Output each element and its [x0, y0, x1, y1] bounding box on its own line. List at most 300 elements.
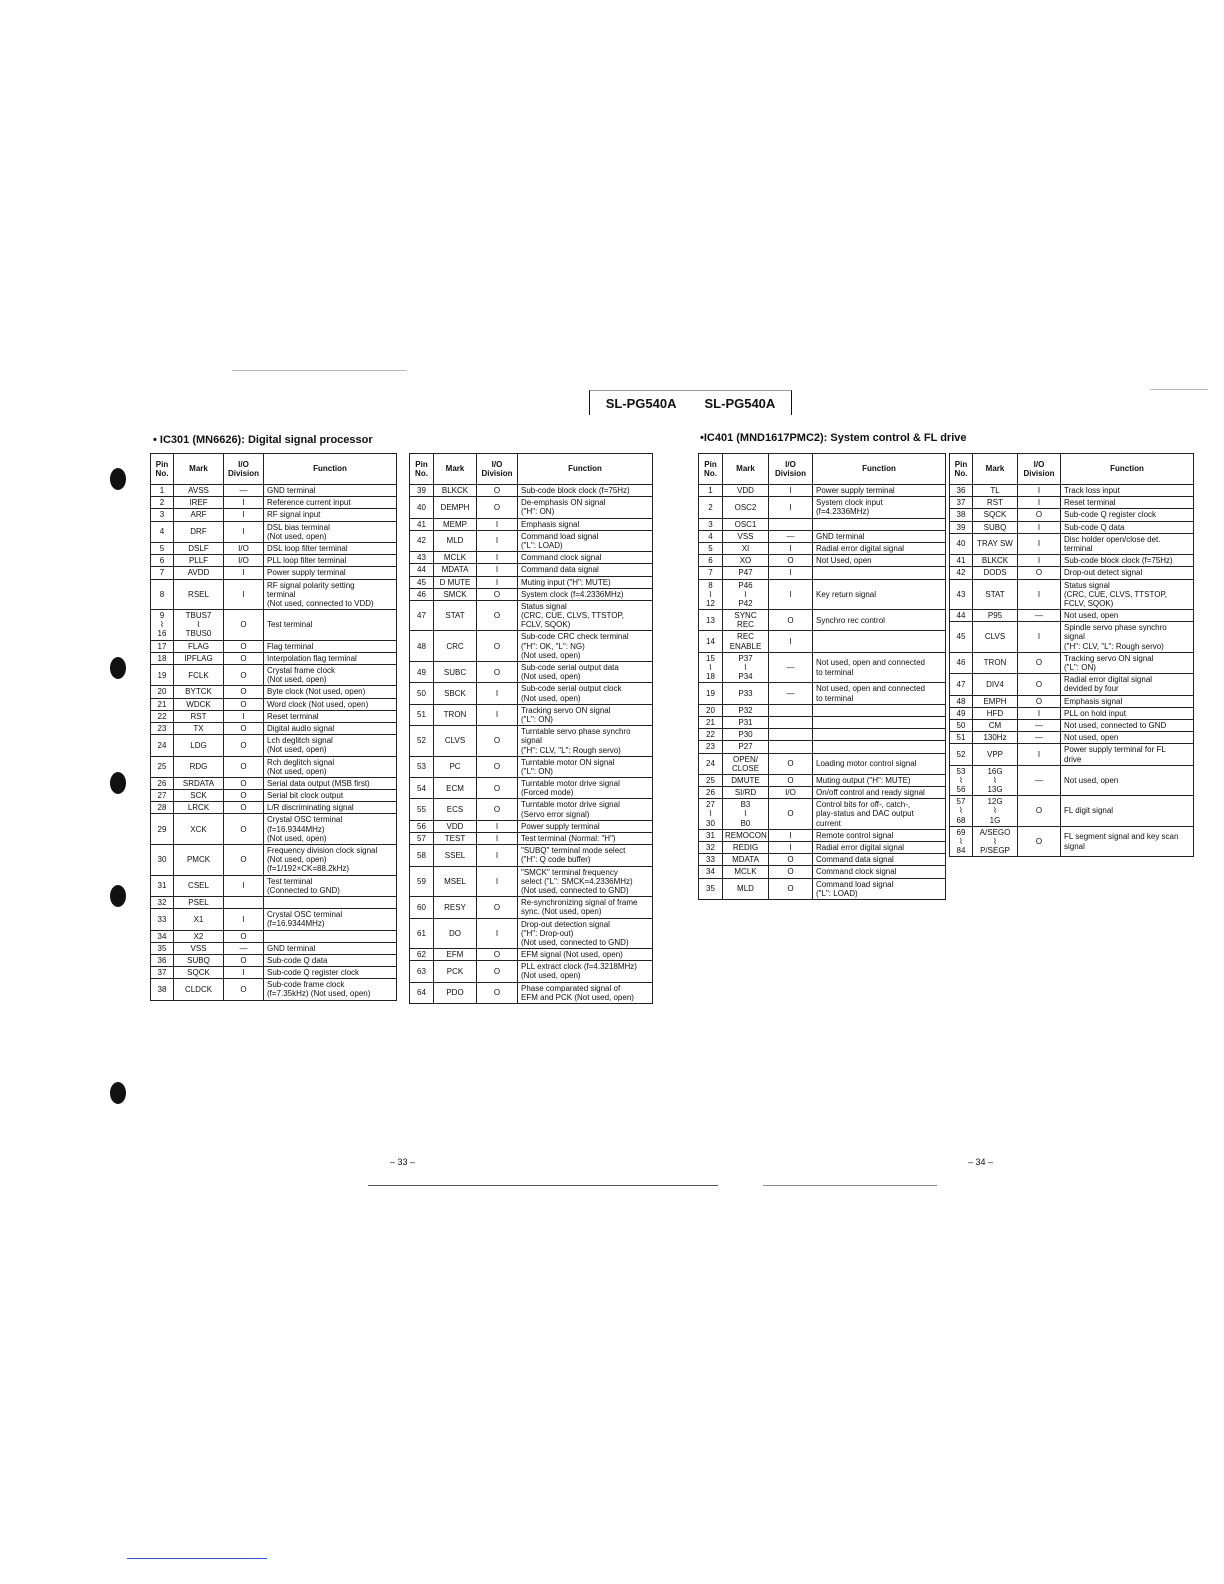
- table-row: [410, 588, 653, 600]
- function-cell: Turntable motor drive signal (Servo error signal): [518, 799, 653, 820]
- col-mark-header: Mark: [434, 454, 477, 485]
- io-division-cell: I: [477, 576, 518, 588]
- pin-number-cell: 54: [410, 778, 434, 799]
- pin-number-cell: 33: [151, 909, 174, 930]
- table-row: [950, 765, 1194, 796]
- page-number-left: – 33 –: [390, 1157, 416, 1167]
- table-row: [151, 710, 397, 722]
- col-io-header: I/O Division: [769, 454, 813, 485]
- mark-cell: WDCK: [174, 698, 224, 710]
- binder-hole: [110, 1082, 126, 1104]
- mark-cell: 12G ⌇ 1G: [973, 796, 1018, 827]
- col-function-header: Function: [264, 454, 397, 485]
- function-cell: Radial error digital signal devided by four: [1061, 674, 1194, 695]
- io-division-cell: O: [224, 814, 264, 845]
- pin-number-cell: 36: [151, 954, 174, 966]
- function-cell: Crystal frame clock (Not used, open): [264, 665, 397, 686]
- mark-cell: TEST: [434, 833, 477, 845]
- io-division-cell: O: [1018, 796, 1061, 827]
- io-division-cell: O: [769, 878, 813, 899]
- function-cell: Flag terminal: [264, 640, 397, 652]
- pin-number-cell: 44: [950, 610, 973, 622]
- pin-number-cell: 48: [410, 631, 434, 662]
- table-row: [950, 732, 1194, 744]
- io-division-cell: I: [477, 683, 518, 704]
- table-row: [699, 704, 946, 716]
- function-cell: Sub-code frame clock (f=7.35kHz) (Not used, open): [264, 979, 397, 1000]
- table-row: [699, 530, 946, 542]
- col-pin-header: Pin No.: [151, 454, 174, 485]
- function-cell: [264, 896, 397, 908]
- ic401-pin-table-2: [949, 453, 1194, 857]
- io-division-cell: O: [769, 774, 813, 786]
- table-row: [950, 695, 1194, 707]
- pin-number-cell: 14: [699, 631, 723, 652]
- function-cell: Track loss input: [1061, 485, 1194, 497]
- table-row: [151, 542, 397, 554]
- function-cell: Drop-out detection signal ("H": Drop-out) (Not used, connected to GND): [518, 918, 653, 949]
- function-cell: Muting input ("H": MUTE): [518, 576, 653, 588]
- io-division-cell: O: [769, 866, 813, 878]
- mark-cell: EFM: [434, 949, 477, 961]
- pin-number-cell: 20: [699, 704, 723, 716]
- mark-cell: RSEL: [174, 579, 224, 610]
- function-cell: Not used, open: [1061, 610, 1194, 622]
- table-row: [950, 674, 1194, 695]
- io-division-cell: O: [224, 640, 264, 652]
- table-row: [410, 576, 653, 588]
- pin-number-cell: 49: [410, 662, 434, 683]
- pin-number-cell: 34: [151, 930, 174, 942]
- io-division-cell: O: [1018, 509, 1061, 521]
- pin-number-cell: 39: [410, 485, 434, 497]
- function-cell: Emphasis signal: [518, 518, 653, 530]
- pin-number-cell: 46: [950, 652, 973, 673]
- mark-cell: TRAY SW: [973, 533, 1018, 554]
- mark-cell: AVDD: [174, 567, 224, 579]
- table-row: [410, 530, 653, 551]
- pin-number-cell: 59: [410, 866, 434, 897]
- function-cell: Command clock signal: [813, 866, 946, 878]
- io-division-cell: O: [477, 982, 518, 1003]
- table-row: [410, 799, 653, 820]
- function-cell: Lch deglitch signal (Not used, open): [264, 735, 397, 756]
- pin-number-cell: 53 ⌇ 56: [950, 765, 973, 796]
- function-cell: Sub-code Q register clock: [1061, 509, 1194, 521]
- mark-cell: XO: [723, 555, 769, 567]
- pin-number-cell: 25: [699, 774, 723, 786]
- function-cell: Radial error digital signal: [813, 842, 946, 854]
- table-row: [410, 552, 653, 564]
- function-cell: Command data signal: [518, 564, 653, 576]
- function-cell: Key return signal: [813, 579, 946, 610]
- ic301-pin-table-1: [150, 453, 397, 1001]
- pin-number-cell: 51: [410, 704, 434, 725]
- pin-number-cell: 23: [699, 741, 723, 753]
- pin-number-cell: 20: [151, 686, 174, 698]
- mark-cell: X1: [174, 909, 224, 930]
- function-cell: "SMCK" terminal frequency select ("L": SMCK=4.2336MHz) (Not used, connected to GND): [518, 866, 653, 897]
- pin-number-cell: 51: [950, 732, 973, 744]
- table-row: [410, 631, 653, 662]
- pin-number-cell: 31: [699, 829, 723, 841]
- io-division-cell: [769, 729, 813, 741]
- pin-number-cell: 21: [699, 716, 723, 728]
- table-row: [151, 567, 397, 579]
- binder-hole: [110, 468, 126, 490]
- pin-number-cell: 42: [950, 567, 973, 579]
- table-row: [410, 897, 653, 918]
- function-cell: Spindle servo phase synchro signal ("H": CLV, "L": Rough servo): [1061, 622, 1194, 653]
- pin-number-cell: 6: [151, 555, 174, 567]
- io-division-cell: I: [1018, 555, 1061, 567]
- table-row: [151, 497, 397, 509]
- col-function-header: Function: [518, 454, 653, 485]
- pin-number-cell: 52: [410, 726, 434, 757]
- mark-cell: LDG: [174, 735, 224, 756]
- pin-number-cell: 23: [151, 722, 174, 734]
- table-row: [699, 567, 946, 579]
- table-row: [950, 796, 1194, 827]
- table-row: [950, 521, 1194, 533]
- mark-cell: 16G ⌇ 13G: [973, 765, 1018, 796]
- mark-cell: SCK: [174, 790, 224, 802]
- col-io-header: I/O Division: [477, 454, 518, 485]
- table-row: [950, 652, 1194, 673]
- table-row: [151, 555, 397, 567]
- io-division-cell: I: [477, 530, 518, 551]
- pin-number-cell: 29: [151, 814, 174, 845]
- pin-number-cell: 58: [410, 845, 434, 866]
- function-cell: Emphasis signal: [1061, 695, 1194, 707]
- table-row: [410, 756, 653, 777]
- pin-number-cell: 52: [950, 744, 973, 765]
- io-division-cell: I: [224, 521, 264, 542]
- pin-number-cell: 40: [950, 533, 973, 554]
- pin-rows: [699, 485, 946, 900]
- mark-cell: SSEL: [434, 845, 477, 866]
- table-row: [699, 485, 946, 497]
- function-cell: Status signal (CRC, CUE, CLVS, TTSTOP, FCLV, SQOK): [1061, 579, 1194, 610]
- table-row: [151, 521, 397, 542]
- mark-cell: XCK: [174, 814, 224, 845]
- io-division-cell: I: [477, 564, 518, 576]
- table-row: [950, 555, 1194, 567]
- io-division-cell: O: [477, 778, 518, 799]
- function-cell: FL segment signal and key scan signal: [1061, 826, 1194, 857]
- pin-number-cell: 42: [410, 530, 434, 551]
- mark-cell: MCLK: [723, 866, 769, 878]
- io-division-cell: I: [224, 875, 264, 896]
- mark-cell: P95: [973, 610, 1018, 622]
- pin-number-cell: 50: [950, 719, 973, 731]
- io-division-cell: I: [224, 497, 264, 509]
- mark-cell: P32: [723, 704, 769, 716]
- model-name-left: SL-PG540A: [605, 395, 677, 411]
- table-row: [410, 600, 653, 631]
- io-division-cell: O: [224, 777, 264, 789]
- page-number-right: – 34 –: [968, 1157, 994, 1167]
- function-cell: Tracking servo ON signal ("L": ON): [518, 704, 653, 725]
- io-division-cell: I: [1018, 579, 1061, 610]
- mark-cell: EMPH: [973, 695, 1018, 707]
- binder-hole: [110, 885, 126, 907]
- mark-cell: FCLK: [174, 665, 224, 686]
- pin-number-cell: 32: [699, 842, 723, 854]
- mark-cell: TX: [174, 722, 224, 734]
- io-division-cell: I/O: [769, 787, 813, 799]
- io-division-cell: O: [769, 555, 813, 567]
- function-cell: [264, 930, 397, 942]
- mark-cell: D MUTE: [434, 576, 477, 588]
- mark-cell: MEMP: [434, 518, 477, 530]
- binder-hole: [110, 657, 126, 679]
- table-row: [950, 622, 1194, 653]
- io-division-cell: I/O: [224, 542, 264, 554]
- function-cell: Byte clock (Not used, open): [264, 686, 397, 698]
- function-cell: GND terminal: [264, 485, 397, 497]
- function-cell: PLL loop filter terminal: [264, 555, 397, 567]
- pin-number-cell: 47: [950, 674, 973, 695]
- table-row: [410, 518, 653, 530]
- pin-number-cell: 2: [699, 497, 723, 518]
- function-cell: Re-synchronizing signal of frame sync. (Not used, open): [518, 897, 653, 918]
- pin-number-cell: 44: [410, 564, 434, 576]
- pin-number-cell: 5: [699, 542, 723, 554]
- pin-number-cell: 35: [699, 878, 723, 899]
- pin-number-cell: 17: [151, 640, 174, 652]
- io-division-cell: O: [477, 497, 518, 518]
- io-division-cell: O: [1018, 567, 1061, 579]
- pin-number-cell: 57: [410, 833, 434, 845]
- io-division-cell: O: [769, 854, 813, 866]
- scan-line: [127, 1558, 267, 1559]
- pin-number-cell: 46: [410, 588, 434, 600]
- io-division-cell: O: [224, 845, 264, 876]
- mark-cell: RDG: [174, 756, 224, 777]
- pin-number-cell: 34: [699, 866, 723, 878]
- pin-number-cell: 57 ⌇ 68: [950, 796, 973, 827]
- io-division-cell: —: [1018, 732, 1061, 744]
- table-row: [699, 866, 946, 878]
- io-division-cell: O: [1018, 826, 1061, 857]
- pin-number-cell: 22: [151, 710, 174, 722]
- function-cell: "SUBQ" terminal mode select ("H": Q code buffer): [518, 845, 653, 866]
- io-division-cell: I: [224, 579, 264, 610]
- pin-number-cell: 36: [950, 485, 973, 497]
- pin-number-cell: 25: [151, 756, 174, 777]
- table-row: [699, 652, 946, 683]
- table-row: [699, 716, 946, 728]
- mark-cell: SUBQ: [174, 954, 224, 966]
- function-cell: De-emphasis ON signal ("H": ON): [518, 497, 653, 518]
- pin-number-cell: 33: [699, 854, 723, 866]
- pin-number-cell: 3: [151, 509, 174, 521]
- pin-number-cell: 4: [699, 530, 723, 542]
- pin-number-cell: 61: [410, 918, 434, 949]
- function-cell: Radial error digital signal: [813, 542, 946, 554]
- table-row: [410, 704, 653, 725]
- mark-cell: A/SEGO ⌇ P/SEGP: [973, 826, 1018, 857]
- function-cell: Sub-code CRC check terminal ("H": OK, "L": NG) (Not used, open): [518, 631, 653, 662]
- table-row: [151, 652, 397, 664]
- function-cell: Digital audio signal: [264, 722, 397, 734]
- table-row: [699, 542, 946, 554]
- function-cell: Sub-code Q data: [1061, 521, 1194, 533]
- io-division-cell: —: [1018, 765, 1061, 796]
- table-row: [950, 744, 1194, 765]
- function-cell: [813, 567, 946, 579]
- ic301-title: • IC301 (MN6626): Digital signal processor: [153, 434, 373, 446]
- pin-number-cell: 41: [410, 518, 434, 530]
- table-row: [151, 875, 397, 896]
- pin-number-cell: 1: [151, 485, 174, 497]
- table-row: [151, 509, 397, 521]
- table-row: [151, 686, 397, 698]
- mark-cell: CLDCK: [174, 979, 224, 1000]
- pin-number-cell: 53: [410, 756, 434, 777]
- pin-number-cell: 28: [151, 802, 174, 814]
- function-cell: Serial bit clock output: [264, 790, 397, 802]
- table-row: [699, 729, 946, 741]
- function-cell: Reset terminal: [264, 710, 397, 722]
- pin-number-cell: 32: [151, 896, 174, 908]
- io-division-cell: O: [477, 949, 518, 961]
- pin-number-cell: 60: [410, 897, 434, 918]
- table-row: [410, 961, 653, 982]
- pin-number-cell: 18: [151, 652, 174, 664]
- function-cell: Power supply terminal: [813, 485, 946, 497]
- mark-cell: SUBQ: [973, 521, 1018, 533]
- mark-cell: HFD: [973, 707, 1018, 719]
- function-cell: Frequency division clock signal (Not used, open) (f=1/192×CK=88.2kHz): [264, 845, 397, 876]
- io-division-cell: I: [1018, 707, 1061, 719]
- function-cell: Tracking servo ON signal ("L": ON): [1061, 652, 1194, 673]
- io-division-cell: O: [477, 631, 518, 662]
- io-division-cell: I: [477, 918, 518, 949]
- io-division-cell: O: [477, 756, 518, 777]
- io-division-cell: O: [224, 802, 264, 814]
- mark-cell: AVSS: [174, 485, 224, 497]
- io-division-cell: O: [224, 652, 264, 664]
- function-cell: Loading motor control signal: [813, 753, 946, 774]
- function-cell: Power supply terminal for FL drive: [1061, 744, 1194, 765]
- pin-number-cell: 31: [151, 875, 174, 896]
- mark-cell: PMCK: [174, 845, 224, 876]
- mark-cell: OPEN/ CLOSE: [723, 753, 769, 774]
- table-row: [699, 741, 946, 753]
- table-row: [950, 485, 1194, 497]
- pin-number-cell: 24: [699, 753, 723, 774]
- function-cell: Muting output ("H": MUTE): [813, 774, 946, 786]
- function-cell: [813, 716, 946, 728]
- function-cell: Phase comparated signal of EFM and PCK (Not used, open): [518, 982, 653, 1003]
- table-row: [699, 579, 946, 610]
- io-division-cell: O: [224, 979, 264, 1000]
- table-row: [699, 555, 946, 567]
- function-cell: RF signal input: [264, 509, 397, 521]
- io-division-cell: O: [477, 662, 518, 683]
- mark-cell: P31: [723, 716, 769, 728]
- pin-number-cell: 62: [410, 949, 434, 961]
- table-row: [699, 610, 946, 631]
- io-division-cell: O: [1018, 674, 1061, 695]
- pin-number-cell: 30: [151, 845, 174, 876]
- mark-cell: TBUS7 ⌇ TBUS0: [174, 610, 224, 641]
- pin-number-cell: 38: [151, 979, 174, 1000]
- table-row: [410, 833, 653, 845]
- pin-number-cell: 3: [699, 518, 723, 530]
- table-row: [151, 954, 397, 966]
- function-cell: Status signal (CRC, CUE, CLVS, TTSTOP, FCLV, SQOK): [518, 600, 653, 631]
- pin-number-cell: 6: [699, 555, 723, 567]
- io-division-cell: I: [769, 485, 813, 497]
- pin-number-cell: 19: [151, 665, 174, 686]
- io-division-cell: [769, 741, 813, 753]
- function-cell: Drop-out detect signal: [1061, 567, 1194, 579]
- mark-cell: P30: [723, 729, 769, 741]
- table-row: [699, 518, 946, 530]
- function-cell: Test terminal (Connected to GND): [264, 875, 397, 896]
- mark-cell: VPP: [973, 744, 1018, 765]
- pin-rows: [950, 485, 1194, 857]
- io-division-cell: O: [769, 610, 813, 631]
- pin-number-cell: 1: [699, 485, 723, 497]
- pin-number-cell: 26: [699, 787, 723, 799]
- function-cell: Not used, open and connected to terminal: [813, 652, 946, 683]
- function-cell: Sub-code Q register clock: [264, 967, 397, 979]
- col-mark-header: Mark: [174, 454, 224, 485]
- function-cell: Control bits for off-, catch-, play-status and DAC output current: [813, 799, 946, 830]
- table-row: [151, 942, 397, 954]
- function-cell: Command clock signal: [518, 552, 653, 564]
- mark-cell: MSEL: [434, 866, 477, 897]
- mark-cell: XI: [723, 542, 769, 554]
- function-cell: PLL on hold input: [1061, 707, 1194, 719]
- function-cell: Turntable motor drive signal (Forced mode): [518, 778, 653, 799]
- mark-cell: PCK: [434, 961, 477, 982]
- io-division-cell: I: [769, 497, 813, 518]
- io-division-cell: I: [477, 866, 518, 897]
- pin-number-cell: 35: [151, 942, 174, 954]
- col-function-header: Function: [813, 454, 946, 485]
- mark-cell: VDD: [723, 485, 769, 497]
- ic401-title: •IC401 (MND1617PMC2): System control & FL drive: [700, 432, 967, 444]
- table-row: [950, 579, 1194, 610]
- mark-cell: P33: [723, 683, 769, 704]
- mark-cell: RESY: [434, 897, 477, 918]
- binder-hole: [110, 772, 126, 794]
- mark-cell: VSS: [723, 530, 769, 542]
- mark-cell: P46 ⌇ P42: [723, 579, 769, 610]
- io-division-cell: I: [769, 542, 813, 554]
- mark-cell: IPFLAG: [174, 652, 224, 664]
- table-row: [410, 866, 653, 897]
- table-row: [410, 918, 653, 949]
- mark-cell: MCLK: [434, 552, 477, 564]
- function-cell: Not Used, open: [813, 555, 946, 567]
- table-row: [699, 842, 946, 854]
- function-cell: [813, 518, 946, 530]
- table-row: [699, 829, 946, 841]
- table-row: [410, 497, 653, 518]
- function-cell: Interpolation flag terminal: [264, 652, 397, 664]
- pin-number-cell: 2: [151, 497, 174, 509]
- io-division-cell: —: [769, 652, 813, 683]
- io-division-cell: O: [224, 698, 264, 710]
- table-row: [410, 778, 653, 799]
- pin-number-cell: 48: [950, 695, 973, 707]
